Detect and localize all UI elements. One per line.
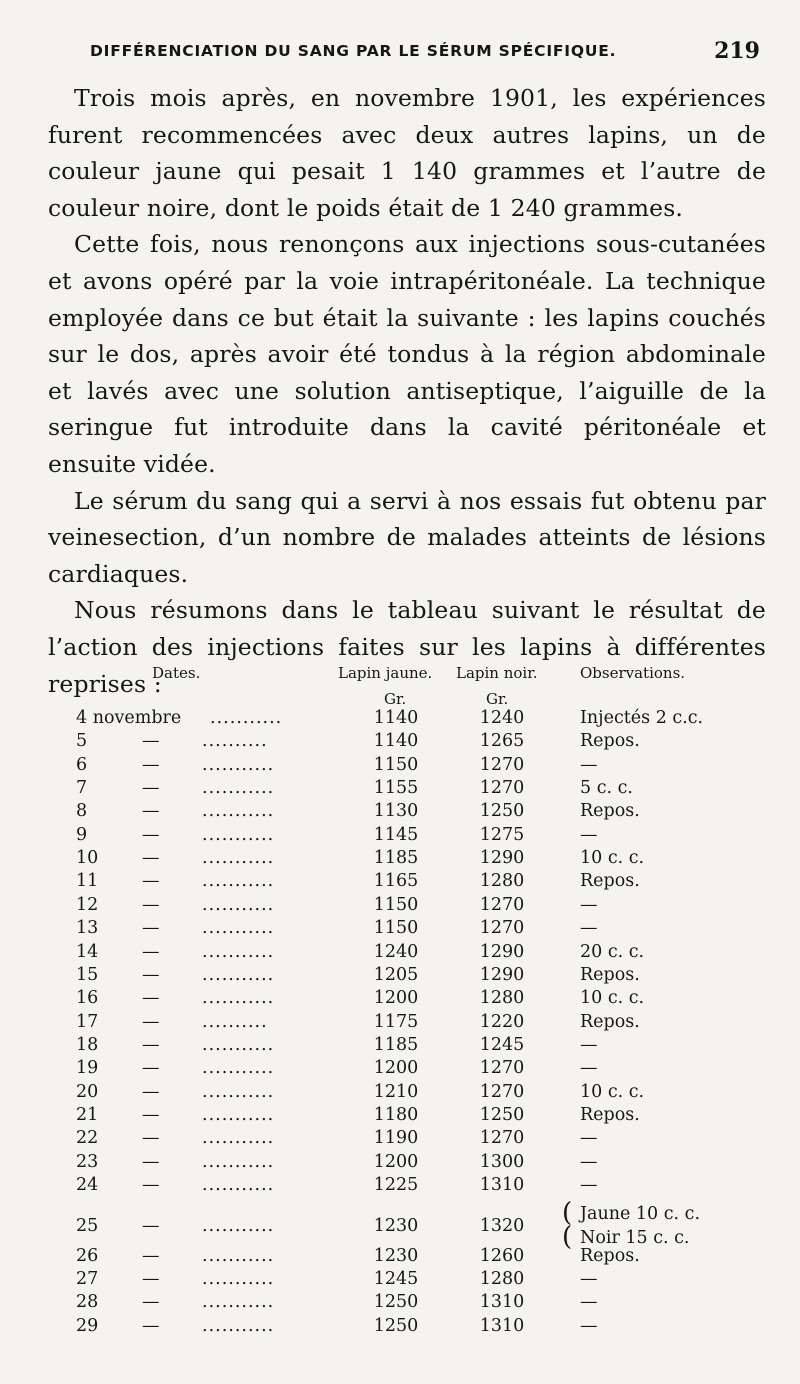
row-leader-dots: ...........: [202, 1034, 275, 1055]
row-date: 21: [76, 1104, 99, 1125]
row-weight-jaune: 1230: [373, 1216, 419, 1237]
table-row: [76, 1269, 766, 1292]
row-weight-jaune: 1190: [373, 1128, 419, 1149]
row-ditto-dash: —: [142, 918, 160, 939]
row-weight-noir: 1310: [479, 1292, 525, 1313]
row-observation: —: [580, 824, 598, 845]
table-row: [76, 871, 766, 894]
table-row: [76, 1292, 766, 1315]
row-date: 22: [76, 1128, 99, 1149]
row-weight-noir: 1270: [479, 1058, 525, 1079]
row-observation: 10 c. c.: [580, 848, 645, 869]
row-ditto-dash: —: [142, 1104, 160, 1125]
row-leader-dots: ...........: [202, 1216, 275, 1237]
row-weight-jaune: 1145: [373, 824, 419, 845]
row-weight-jaune: 1200: [373, 1058, 419, 1079]
row-ditto-dash: —: [142, 871, 160, 892]
row-observation: —: [580, 918, 598, 939]
row-leader-dots: ...........: [202, 801, 275, 822]
row-weight-jaune: 1185: [373, 848, 419, 869]
row-weight-jaune: 1210: [373, 1081, 419, 1102]
row-weight-jaune: 1225: [373, 1175, 419, 1195]
table-row: [76, 1175, 766, 1198]
row-date: 5: [76, 731, 88, 752]
row-observation: Repos.: [580, 801, 640, 822]
row-leader-dots: ...........: [202, 778, 275, 799]
row-weight-noir: 1270: [479, 1128, 525, 1149]
row-weight-noir: 1280: [479, 988, 525, 1009]
row-observation: Repos.: [580, 871, 640, 892]
row-leader-dots: ...........: [202, 988, 275, 1009]
row-leader-dots: ...........: [202, 1175, 275, 1195]
row-observation: —: [580, 754, 598, 775]
row-observation: —: [580, 1175, 598, 1195]
table-row: [76, 731, 766, 754]
row-date: 25: [76, 1216, 99, 1237]
row-ditto-dash: —: [142, 778, 160, 799]
row-weight-jaune: 1185: [373, 1034, 419, 1055]
row-date: 7: [76, 778, 88, 799]
row-weight-noir: 1245: [479, 1034, 525, 1055]
row-date: 28: [76, 1292, 99, 1313]
row-observation: 10 c. c.: [580, 1081, 645, 1102]
row-observation: Repos.: [580, 964, 640, 985]
row-leader-dots: ...........: [202, 1245, 275, 1266]
row-weight-jaune: 1140: [373, 708, 419, 728]
table-row: [76, 988, 766, 1011]
row-weight-noir: 1270: [479, 918, 525, 939]
row-weight-jaune: 1175: [373, 1011, 419, 1032]
row-leader-dots: ...........: [202, 941, 275, 962]
table-row: [76, 825, 766, 848]
row-weight-jaune: 1245: [373, 1269, 419, 1290]
row-weight-noir: 1240: [479, 708, 525, 728]
row-observation: —: [580, 1315, 598, 1336]
row-weight-jaune: 1165: [373, 871, 419, 892]
body-text: [48, 80, 766, 702]
table-row: [76, 848, 766, 871]
row-date: 26: [76, 1245, 99, 1266]
row-ditto-dash: —: [142, 801, 160, 822]
row-ditto-dash: —: [142, 988, 160, 1009]
row-weight-jaune: 1240: [373, 941, 419, 962]
row-weight-noir: 1265: [479, 731, 525, 752]
row-ditto-dash: —: [142, 1058, 160, 1079]
table-row: [76, 1246, 766, 1269]
row-leader-dots: ..........: [202, 731, 268, 752]
row-leader-dots: ...........: [202, 871, 275, 892]
row-date: 17: [76, 1011, 99, 1032]
page-number: 219: [714, 38, 760, 64]
row-observation: —: [580, 1269, 598, 1290]
row-date: 8: [76, 801, 88, 822]
row-weight-noir: 1290: [479, 964, 525, 985]
table-row: [76, 1012, 766, 1035]
row-weight-jaune: 1130: [373, 801, 419, 822]
row-date: 27: [76, 1269, 99, 1290]
row-weight-noir: 1320: [479, 1216, 525, 1237]
row-observation-second-line: Noir 15 c. c.: [580, 1228, 690, 1249]
table-row: [76, 708, 766, 731]
row-date: 12: [76, 894, 99, 915]
row-ditto-dash: —: [142, 1175, 160, 1195]
row-leader-dots: ...........: [202, 1058, 275, 1079]
row-ditto-dash: —: [142, 731, 160, 752]
row-ditto-dash: —: [142, 1128, 160, 1149]
row-observation: Repos.: [580, 1245, 640, 1266]
row-date: 24: [76, 1175, 99, 1195]
row-ditto-dash: —: [142, 848, 160, 869]
brace-bottom: (: [562, 1222, 573, 1253]
running-title: DIFFÉRENCIATION DU SANG PAR LE SÉRUM SPÉCIFIQUE.: [90, 42, 617, 60]
table-row: [76, 965, 766, 988]
row-date: 9: [76, 824, 88, 845]
table-row: [76, 1082, 766, 1105]
row-date: 23: [76, 1151, 99, 1172]
table-row: [76, 778, 766, 801]
row-date: 16: [76, 988, 99, 1009]
row-weight-noir: 1270: [479, 1081, 525, 1102]
row-observation: —: [580, 1151, 598, 1172]
table-row: [76, 755, 766, 778]
row-date: 20: [76, 1081, 99, 1102]
row-leader-dots: ...........: [202, 1128, 275, 1149]
table-row: [76, 1105, 766, 1128]
row-weight-jaune: 1180: [373, 1104, 419, 1125]
row-observation: 10 c. c.: [580, 988, 645, 1009]
row-observation: 20 c. c.: [580, 941, 645, 962]
row-leader-dots: ...........: [202, 1315, 275, 1336]
row-weight-noir: 1270: [479, 894, 525, 915]
row-leader-dots: ...........: [202, 918, 275, 939]
row-weight-jaune: 1250: [373, 1315, 419, 1336]
paragraph: Nous résumons dans le tableau suivant le résultat de l’action des injections faites sur les lapins à différentes reprises :: [48, 596, 766, 698]
row-ditto-dash: —: [142, 1034, 160, 1055]
row-leader-dots: ...........: [202, 1151, 275, 1172]
row-date: 13: [76, 918, 99, 939]
column-header-jaune: Lapin jaune.: [338, 664, 433, 682]
row-leader-dots: ...........: [202, 848, 275, 869]
row-observation: Repos.: [580, 1104, 640, 1125]
row-observation: —: [580, 1058, 598, 1079]
row-weight-jaune: 1150: [373, 918, 419, 939]
page-header: [90, 38, 770, 68]
table-row: [76, 1035, 766, 1058]
table-row: [76, 1128, 766, 1151]
row-ditto-dash: —: [142, 754, 160, 775]
table-row: [76, 1152, 766, 1175]
row-leader-dots: ...........: [202, 894, 275, 915]
row-weight-noir: 1220: [479, 1011, 525, 1032]
unit-noir: Gr.: [486, 690, 509, 708]
row-observation: —: [580, 1128, 598, 1149]
row-weight-noir: 1310: [479, 1175, 525, 1195]
row-ditto-dash: —: [142, 1315, 160, 1336]
unit-jaune: Gr.: [384, 690, 407, 708]
row-ditto-dash: —: [142, 824, 160, 845]
row-leader-dots: ...........: [202, 754, 275, 775]
row-observation: Repos.: [580, 731, 640, 752]
row-weight-noir: 1280: [479, 1269, 525, 1290]
row-weight-noir: 1270: [479, 754, 525, 775]
row-weight-jaune: 1200: [373, 1151, 419, 1172]
row-ditto-dash: —: [142, 941, 160, 962]
column-header-dates: Dates.: [152, 664, 201, 682]
row-date: 10: [76, 848, 99, 869]
table-row: [76, 1198, 766, 1253]
row-weight-noir: 1280: [479, 871, 525, 892]
table-row: [76, 918, 766, 941]
row-ditto-dash: —: [142, 1292, 160, 1313]
row-weight-jaune: 1250: [373, 1292, 419, 1313]
row-date: 4 novembre: [76, 708, 182, 728]
row-date: 15: [76, 964, 99, 985]
table-row: [76, 942, 766, 965]
row-weight-noir: 1290: [479, 941, 525, 962]
row-observation: Repos.: [580, 1011, 640, 1032]
row-date: 11: [76, 871, 99, 892]
row-observation: Jaune 10 c. c.: [580, 1204, 701, 1225]
row-date: 14: [76, 941, 99, 962]
row-weight-noir: 1250: [479, 801, 525, 822]
row-ditto-dash: —: [142, 1081, 160, 1102]
row-leader-dots: ...........: [202, 824, 275, 845]
row-leader-dots: ...........: [202, 964, 275, 985]
table-row: [76, 801, 766, 824]
row-date: 18: [76, 1034, 99, 1055]
row-observation: Injectés 2 c.c.: [580, 708, 704, 728]
row-observation: —: [580, 1034, 598, 1055]
paragraph: Cette fois, nous renonçons aux injections sous-cutanées et avons opéré par la voie intrapéritonéale. La technique employée dans ce but était la suivante : les lapins couchés sur le dos, après avoir été tondus à la région abdominale et lavés avec une solution antiseptique, l’aiguille de la seringue fut introduite dans la cavité péritonéale et ensuite vidée.: [48, 230, 766, 478]
row-leader-dots: ...........: [202, 1292, 275, 1313]
row-weight-noir: 1310: [479, 1315, 525, 1336]
row-weight-noir: 1290: [479, 848, 525, 869]
brace-top: (: [562, 1198, 573, 1229]
row-weight-jaune: 1230: [373, 1245, 419, 1266]
row-observation: 5 c. c.: [580, 778, 633, 799]
row-leader-dots: ...........: [202, 1269, 275, 1290]
paragraph: Le sérum du sang qui a servi à nos essais fut obtenu par veinesection, d’un nombre de malades atteints de lésions cardiaques.: [48, 486, 766, 588]
row-weight-jaune: 1155: [373, 778, 419, 799]
row-ditto-dash: —: [142, 1269, 160, 1290]
row-weight-noir: 1275: [479, 824, 525, 845]
row-ditto-dash: —: [142, 1245, 160, 1266]
row-weight-noir: 1250: [479, 1104, 525, 1125]
row-weight-noir: 1270: [479, 778, 525, 799]
row-date: 19: [76, 1058, 99, 1079]
column-header-noir: Lapin noir.: [456, 664, 538, 682]
column-header-observations: Observations.: [580, 664, 686, 682]
row-ditto-dash: —: [142, 1216, 160, 1237]
row-ditto-dash: —: [142, 1151, 160, 1172]
row-ditto-dash: —: [142, 1011, 160, 1032]
row-weight-jaune: 1150: [373, 894, 419, 915]
row-weight-jaune: 1200: [373, 988, 419, 1009]
table-row: [76, 1058, 766, 1081]
row-ditto-dash: —: [142, 894, 160, 915]
table-row: [76, 1316, 766, 1339]
row-weight-jaune: 1205: [373, 964, 419, 985]
row-date: 29: [76, 1315, 99, 1336]
row-weight-jaune: 1140: [373, 731, 419, 752]
row-observation: —: [580, 894, 598, 915]
row-weight-jaune: 1150: [373, 754, 419, 775]
row-weight-noir: 1300: [479, 1151, 525, 1172]
table-row: [76, 895, 766, 918]
row-leader-dots: ...........: [202, 1081, 275, 1102]
row-observation: —: [580, 1292, 598, 1313]
row-leader-dots: ...........: [210, 708, 283, 728]
row-leader-dots: ..........: [202, 1011, 268, 1032]
row-weight-noir: 1260: [479, 1245, 525, 1266]
row-date: 6: [76, 754, 88, 775]
paragraph: Trois mois après, en novembre 1901, les expériences furent recommencées avec deux autres lapins, un de couleur jaune qui pesait 1 140 grammes et l’autre de couleur noire, dont le poids était de 1 240 grammes.: [48, 84, 766, 222]
row-ditto-dash: —: [142, 964, 160, 985]
row-leader-dots: ...........: [202, 1104, 275, 1125]
